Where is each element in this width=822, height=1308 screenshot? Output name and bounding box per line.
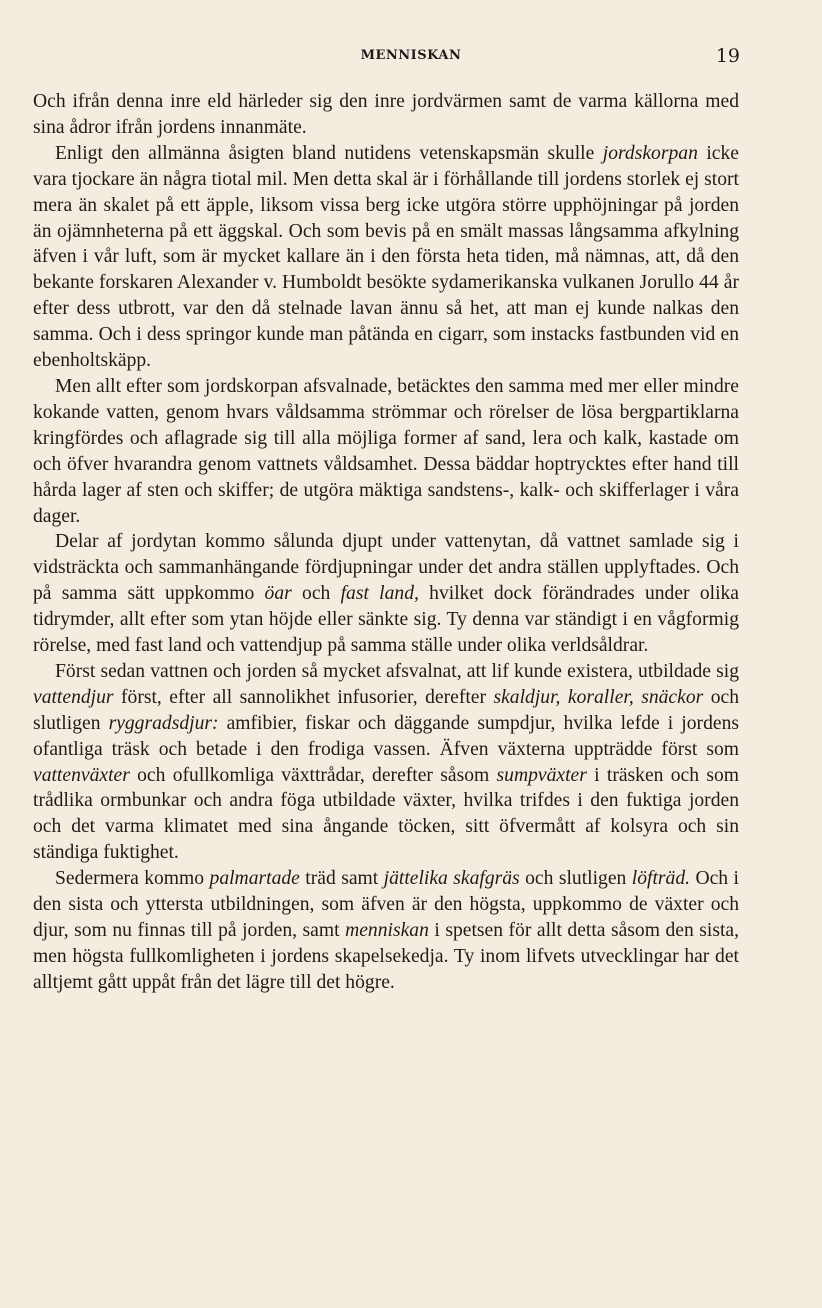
text-run: och slutligen [519,868,632,890]
running-title: MENNISKAN [360,48,462,63]
text-run: Sedermera kommo [55,868,210,890]
italic-term: löfträd. [631,868,691,890]
text-run: i träsken och som trådlika ormbunkar och andra föga utbildade växter, hvilka trifdes i den fuktiga jorden och det varma klimatet med sina ångande töcken, sitt öfvermått af kolsyra och sin ständiga fuktighet. [33,764,739,864]
italic-term: sumpväxter [496,764,587,786]
italic-term: öar [264,583,292,605]
text-run: och [291,583,341,605]
italic-term: palmartade [209,868,300,890]
italic-term: jordskorpan [602,142,698,164]
text-run: Enligt den allmänna åsigten bland nutidens vetenskapsmän skulle [55,142,603,164]
text-run: Men allt efter som jordskorpan afsvalnade, betäcktes den samma med mer eller mindre kokande vatten, genom hvars våldsamma strömmar och rörelser de lösa bergpartiklarna kringfördes och aflagrade sig till alla möjliga former af sand, lera och kalk, kastade om och öfver hvarandra genom vattnets våldsamhet. Dessa bäddar hoptrycktes efter hand till hårda lager af sten och skiffer; de utgöra mäktiga sandstens-, kalk- och skifferlager i våra dager. [33,375,739,527]
text-run: Och ifrån denna inre eld härleder sig den inre jordvärmen samt de varma källorna med sina ådror ifrån jordens innanmäte. [33,91,739,138]
text-run: hvilket dock förändrades under olika tidrymder, allt efter som ytan höjde eller sänkte sig. Ty denna var ständigt i en vågformig rörelse, med fast land och vattendjup på samma ställe under olika verldsåldrar. [33,583,740,657]
paragraph [33,374,739,529]
paragraph [33,141,739,374]
paragraph [33,529,739,659]
italic-term: jättelika skafgräs [383,868,520,890]
paragraph [33,89,739,141]
running-header [0,45,822,69]
italic-term: fast land, [340,583,419,605]
text-run: i spetsen för allt detta såsom den sista, men högsta fullkomligheten i jordens skapelsekedja. Ty inom lifvets utvecklingar har det alltjemt gått uppåt från det lägre till det högre. [33,920,739,993]
paragraph [33,659,739,866]
italic-term: vattendjur [33,686,114,708]
italic-term: skaldjur, [493,686,561,708]
italic-term: snäckor [641,686,704,708]
italic-term: vattenväxter [33,764,130,786]
text-run: och slutligen [33,686,739,734]
text-run [560,687,567,708]
paragraph [33,866,739,996]
text-run: amfibier, fiskar och däggande sumpdjur, hvilka lefde i jordens ofantliga träsk och betade i den frodiga vassen. Äfven växterna uppträdde först som [33,712,739,760]
text-run: träd samt [299,868,384,890]
text-run: och ofullkomliga växttrådar, derefter såsom [129,764,497,786]
text-run: Delar af jordytan kommo sålunda djupt under vattenytan, då vattnet samlade sig i vidsträckta och sammanhängande fördjupningar under det andra ställen upplyftades. Och på samma sätt uppkommo [33,531,739,605]
text-run: först, efter all sannolikhet infusorier, derefter [113,686,494,708]
text-run: Först sedan vattnen och jorden så mycket afsvalnat, att lif kunde existera, utbildade sig [55,660,739,682]
body-text [33,89,739,996]
text-run: icke vara tjockare än några tiotal mil. Men detta skal är i förhållande till jordens storlek ej stort mera än skalet på ett äpple, liksom vissa berg icke utgöra större upphöjningar på jorden än ojämnheterna på ett äggskal. Och som bevis på en smält massas långsamma afkylning äfven i vår luft, som är mycket kallare än i den första heta tiden, må nämnas, att, då den bekante forskaren Alexander v. Humboldt besökte sydamerikanska vulkanen Jorullo 44 år efter dess utbrott, var den då stelnade lavan ännu så het, att man ej kunde nalkas den samma. Och i dess springor kunde man påtända en cigarr, som instacks fastbunden vid en ebenholtskäpp. [33,142,739,372]
page-number: 19 [715,45,740,67]
italic-term: menniskan [345,920,429,941]
italic-term: koraller, [567,686,634,708]
italic-term: ryggradsdjur: [108,712,219,734]
text-run: Och i den sista och yttersta utbildningen, som äfven är den högsta, uppkommo de växter och djur, som nu finnas till på jorden, samt [33,868,739,941]
